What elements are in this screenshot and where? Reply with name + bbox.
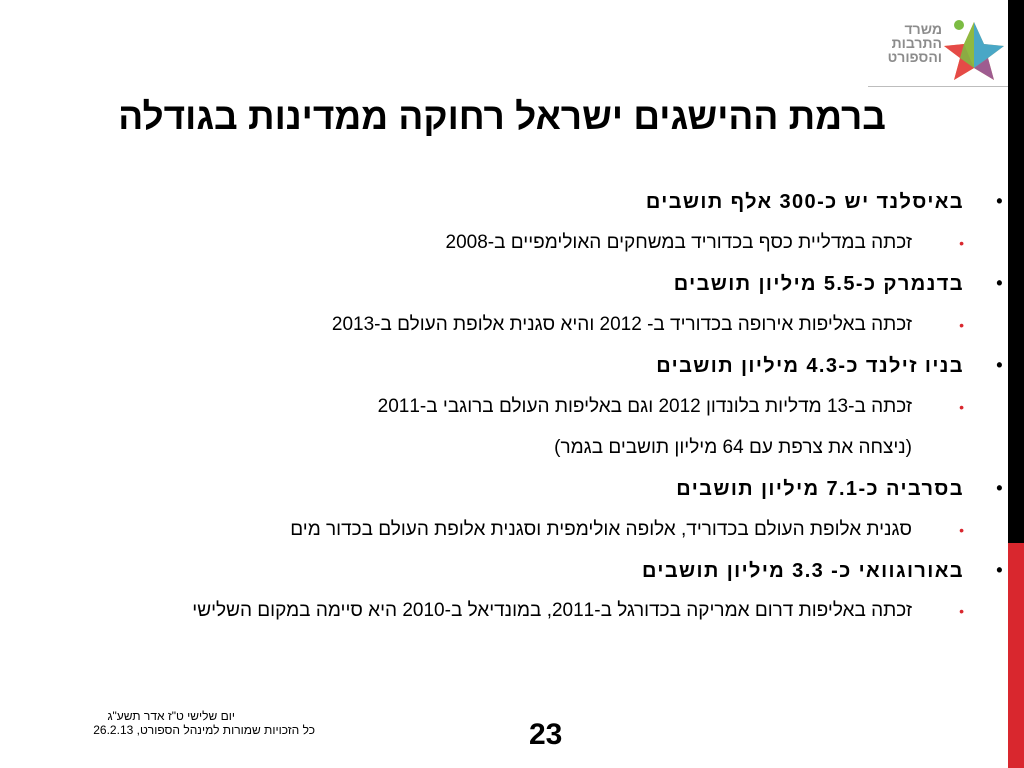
- logo-line-2: התרבות: [891, 35, 942, 51]
- sub-bullet-dot: •: [959, 603, 964, 619]
- bullet-dot: •: [996, 273, 1004, 293]
- list-item: [673, 273, 1004, 296]
- list-item-text: זכתה באליפות דרום אמריקה בכדורגל ב-2011, במונדיאל ב-2010 היא סיימה במקום השלישי: [192, 600, 912, 621]
- list-item-text: זכתה במדליית כסף בכדוריד במשחקים האולימפיים ב-2008: [445, 232, 912, 253]
- bullet-dot: •: [996, 560, 1004, 580]
- ministry-logo: [868, 16, 1008, 90]
- footer-info: [30, 709, 315, 737]
- list-item-text: (ניצחה את צרפת עם 64 מיליון תושבים בגמר): [554, 437, 912, 458]
- star-logo-icon: [944, 16, 1006, 86]
- list-item: [645, 191, 1004, 214]
- logo-line-1: משרד: [904, 21, 942, 37]
- right-edge-bar: [1008, 0, 1024, 768]
- slide-title: ברמת ההישגים ישראל רחוקה ממדינות בגודלה: [118, 96, 886, 137]
- list-item: [331, 314, 964, 336]
- list-item: [290, 519, 964, 541]
- bullet-dot: •: [996, 355, 1004, 375]
- list-item: [445, 232, 964, 254]
- list-item: [676, 478, 1004, 501]
- right-edge-bar-red-segment: [1008, 543, 1024, 768]
- sub-bullet-dot: •: [959, 522, 964, 538]
- list-item: [192, 600, 964, 622]
- bullet-dot: •: [996, 191, 1004, 211]
- list-item: [554, 437, 912, 459]
- list-item-text: זכתה באליפות אירופה בכדוריד ב- 2012 והיא סגנית אלופת העולם ב-2013: [331, 314, 912, 335]
- logo-divider: [868, 86, 1008, 87]
- list-item: [377, 396, 964, 418]
- list-item-text: באורוגוואי כ- 3.3 מיליון תושבים: [642, 560, 964, 582]
- logo-line-3: והספורט: [887, 49, 942, 65]
- list-item-text: באיסלנד יש כ-300 אלף תושבים: [645, 191, 964, 213]
- list-item-text: בדנמרק כ-5.5 מיליון תושבים: [673, 273, 964, 295]
- logo-text: [868, 22, 942, 64]
- list-item: [656, 355, 1004, 378]
- footer-date: יום שלישי ט"ז אדר תשע"ג: [107, 709, 235, 723]
- sub-bullet-dot: •: [959, 235, 964, 251]
- list-item-text: סגנית אלופת העולם בכדוריד, אלופה אולימפית וסגנית אלופת העולם בכדור מים: [290, 519, 912, 540]
- footer-copyright: כל הזכויות שמורות למינהל הספורט, 26.2.13: [93, 723, 315, 737]
- sub-bullet-dot: •: [959, 317, 964, 333]
- list-item-text: זכתה ב-13 מדליות בלונדון 2012 וגם באליפות העולם ברוגבי ב-2011: [377, 396, 912, 417]
- list-item-text: בניו זילנד כ-4.3 מיליון תושבים: [656, 355, 964, 377]
- sub-bullet-dot: •: [959, 399, 964, 415]
- list-item-text: בסרביה כ-7.1 מיליון תושבים: [676, 478, 964, 500]
- bullet-dot: •: [996, 478, 1004, 498]
- page-number: 23: [529, 718, 563, 751]
- list-item: [642, 560, 1004, 583]
